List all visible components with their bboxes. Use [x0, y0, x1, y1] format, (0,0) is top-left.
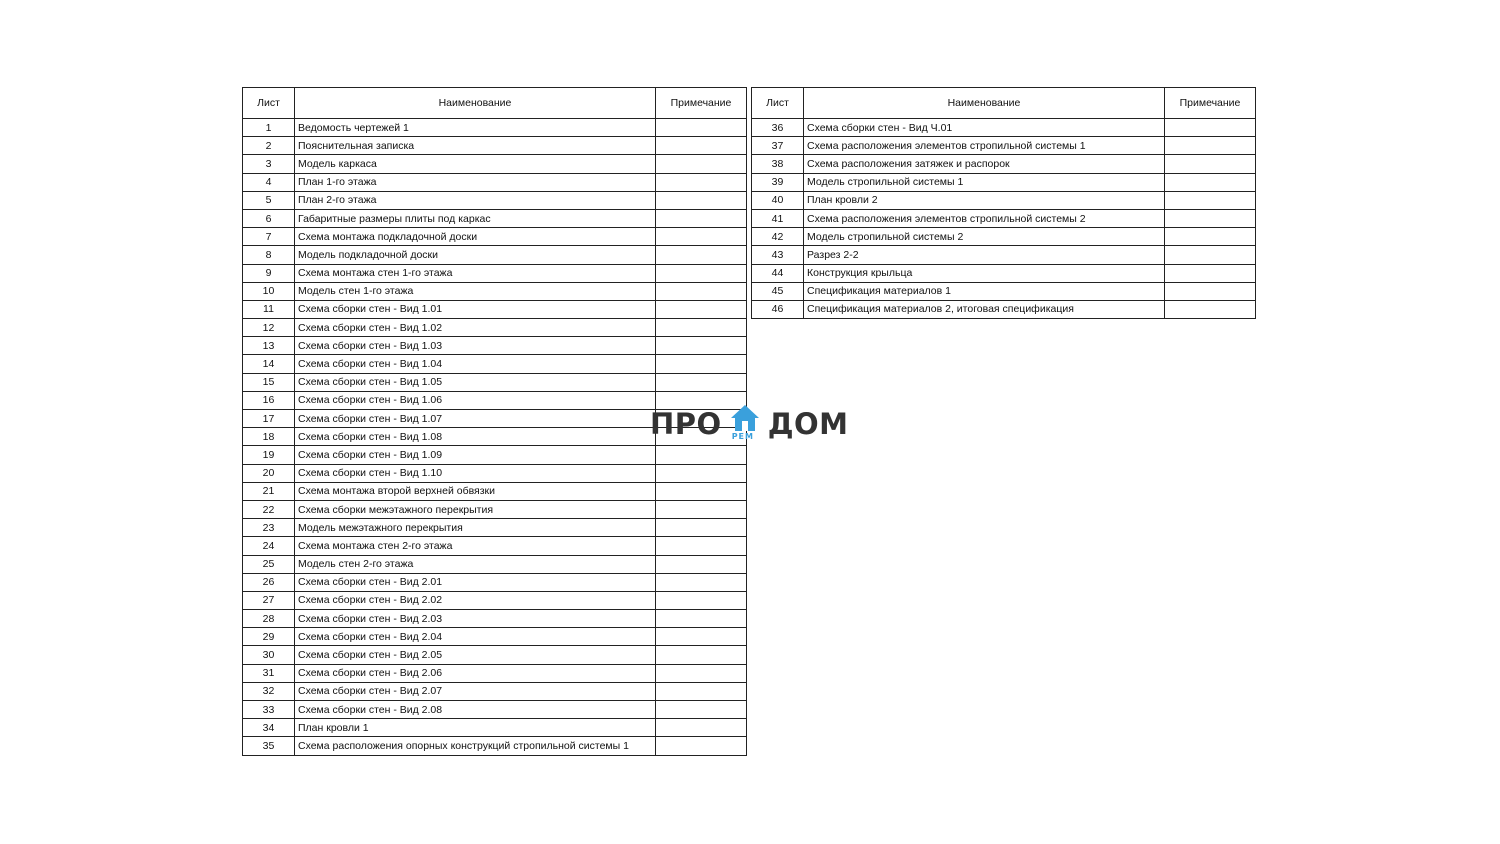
sheet-number-cell: 9	[243, 264, 295, 282]
note-cell	[656, 482, 747, 500]
sheet-name-cell: Схема сборки стен - Вид 1.02	[295, 319, 656, 337]
sheet-number-cell: 29	[243, 628, 295, 646]
sheet-number-cell: 6	[243, 209, 295, 227]
sheet-name-cell: Схема сборки стен - Вид 2.04	[295, 628, 656, 646]
table-row	[243, 264, 747, 282]
table-row	[243, 173, 747, 191]
note-cell	[656, 573, 747, 591]
sheet-number-cell: 26	[243, 573, 295, 591]
table-row	[243, 191, 747, 209]
note-cell	[656, 737, 747, 755]
note-cell	[656, 209, 747, 227]
sheet-number-cell: 39	[752, 173, 804, 191]
sheet-name-cell: Модель стен 2-го этажа	[295, 555, 656, 573]
sheet-number-cell: 28	[243, 610, 295, 628]
sheet-number-cell: 25	[243, 555, 295, 573]
sheet-name-cell: План 1-го этажа	[295, 173, 656, 191]
sheet-number-cell: 23	[243, 519, 295, 537]
sheet-number-cell: 42	[752, 228, 804, 246]
note-cell	[1165, 264, 1256, 282]
note-cell	[656, 319, 747, 337]
watermark-text-right: ДОМ	[767, 407, 849, 441]
sheet-name-cell: Спецификация материалов 1	[804, 282, 1165, 300]
note-cell	[656, 719, 747, 737]
note-cell	[656, 355, 747, 373]
sheet-name-cell: Модель стропильной системы 1	[804, 173, 1165, 191]
table-row	[243, 209, 747, 227]
sheet-number-cell: 43	[752, 246, 804, 264]
note-cell	[656, 173, 747, 191]
note-cell	[656, 228, 747, 246]
sheet-number-cell: 38	[752, 155, 804, 173]
note-cell	[656, 682, 747, 700]
table-row	[243, 319, 747, 337]
note-cell	[656, 646, 747, 664]
table-row	[243, 719, 747, 737]
watermark-subtext: РЕМ	[731, 432, 754, 441]
sheet-number-cell: 15	[243, 373, 295, 391]
sheet-name-cell: Модель стропильной системы 2	[804, 228, 1165, 246]
sheet-name-cell: Модель подкладочной доски	[295, 246, 656, 264]
table-row	[752, 282, 1256, 300]
sheet-number-cell: 4	[243, 173, 295, 191]
table-row	[243, 646, 747, 664]
sheet-name-cell: План кровли 2	[804, 191, 1165, 209]
header-name: Наименование	[295, 88, 656, 119]
sheet-number-cell: 46	[752, 300, 804, 318]
sheet-number-cell: 22	[243, 500, 295, 518]
note-cell	[1165, 173, 1256, 191]
sheet-name-cell: Пояснительная записка	[295, 137, 656, 155]
sheet-number-cell: 7	[243, 228, 295, 246]
sheet-number-cell: 35	[243, 737, 295, 755]
note-cell	[656, 155, 747, 173]
table-row	[243, 282, 747, 300]
sheet-number-cell: 34	[243, 719, 295, 737]
sheet-number-cell: 33	[243, 701, 295, 719]
sheet-number-cell: 40	[752, 191, 804, 209]
table-row	[752, 119, 1256, 137]
house-icon	[728, 402, 762, 446]
note-cell	[656, 610, 747, 628]
sheet-name-cell: Схема сборки стен - Вид 2.06	[295, 664, 656, 682]
table-row	[752, 228, 1256, 246]
note-cell	[1165, 209, 1256, 227]
sheet-name-cell: Модель межэтажного перекрытия	[295, 519, 656, 537]
sheet-name-cell: Модель стен 1-го этажа	[295, 282, 656, 300]
note-cell	[656, 701, 747, 719]
note-cell	[1165, 191, 1256, 209]
note-cell	[1165, 282, 1256, 300]
note-cell	[656, 191, 747, 209]
table-row	[752, 191, 1256, 209]
note-cell	[656, 300, 747, 318]
table-row	[243, 701, 747, 719]
table-row	[243, 446, 747, 464]
note-cell	[656, 628, 747, 646]
sheet-name-cell: Схема монтажа подкладочной доски	[295, 228, 656, 246]
table-row	[752, 209, 1256, 227]
sheet-number-cell: 10	[243, 282, 295, 300]
sheet-number-cell: 16	[243, 391, 295, 409]
table-row	[752, 246, 1256, 264]
table-row	[243, 610, 747, 628]
sheet-number-cell: 32	[243, 682, 295, 700]
header-name: Наименование	[804, 88, 1165, 119]
sheet-name-cell: Ведомость чертежей 1	[295, 119, 656, 137]
note-cell	[1165, 119, 1256, 137]
table-row	[243, 737, 747, 755]
header-note: Примечание	[1165, 88, 1256, 119]
note-cell	[656, 464, 747, 482]
sheet-name-cell: Схема сборки стен - Вид 1.09	[295, 446, 656, 464]
sheet-number-cell: 11	[243, 300, 295, 318]
note-cell	[1165, 246, 1256, 264]
sheet-number-cell: 17	[243, 410, 295, 428]
note-cell	[656, 446, 747, 464]
sheet-name-cell: План кровли 1	[295, 719, 656, 737]
sheet-number-cell: 37	[752, 137, 804, 155]
sheet-number-cell: 8	[243, 246, 295, 264]
table-row	[243, 682, 747, 700]
sheet-number-cell: 1	[243, 119, 295, 137]
sheet-number-cell: 44	[752, 264, 804, 282]
sheet-name-cell: Схема сборки стен - Вид 2.03	[295, 610, 656, 628]
note-cell	[656, 555, 747, 573]
watermark-logo	[650, 402, 849, 446]
header-sheet: Лист	[243, 88, 295, 119]
sheet-name-cell: План 2-го этажа	[295, 191, 656, 209]
table-row	[243, 355, 747, 373]
table-row	[752, 264, 1256, 282]
sheet-name-cell: Схема сборки межэтажного перекрытия	[295, 500, 656, 518]
note-cell	[656, 664, 747, 682]
sheet-number-cell: 21	[243, 482, 295, 500]
sheet-number-cell: 2	[243, 137, 295, 155]
table-row	[243, 573, 747, 591]
table-row	[752, 300, 1256, 318]
header-note: Примечание	[656, 88, 747, 119]
table-row	[243, 482, 747, 500]
note-cell	[656, 591, 747, 609]
sheet-number-cell: 45	[752, 282, 804, 300]
note-cell	[656, 282, 747, 300]
table-row	[243, 119, 747, 137]
header-sheet: Лист	[752, 88, 804, 119]
sheet-name-cell: Схема сборки стен - Вид 1.04	[295, 355, 656, 373]
table-row	[243, 519, 747, 537]
sheet-number-cell: 19	[243, 446, 295, 464]
sheet-name-cell: Схема сборки стен - Вид 1.05	[295, 373, 656, 391]
sheet-name-cell: Схема сборки стен - Вид 1.03	[295, 337, 656, 355]
note-cell	[1165, 300, 1256, 318]
sheet-name-cell: Схема расположения элементов стропильной системы 2	[804, 209, 1165, 227]
sheet-name-cell: Схема сборки стен - Вид 1.08	[295, 428, 656, 446]
table-row	[752, 173, 1256, 191]
note-cell	[656, 337, 747, 355]
sheet-name-cell: Схема сборки стен - Вид 2.01	[295, 573, 656, 591]
table-row	[243, 300, 747, 318]
table-row	[243, 337, 747, 355]
sheet-number-cell: 18	[243, 428, 295, 446]
sheet-name-cell: Модель каркаса	[295, 155, 656, 173]
table-row	[243, 555, 747, 573]
header-row	[752, 88, 1256, 119]
sheet-number-cell: 36	[752, 119, 804, 137]
table-row	[243, 137, 747, 155]
table-row	[243, 246, 747, 264]
sheet-number-cell: 12	[243, 319, 295, 337]
sheet-name-cell: Схема сборки стен - Вид Ч.01	[804, 119, 1165, 137]
note-cell	[656, 519, 747, 537]
note-cell	[656, 500, 747, 518]
sheet-number-cell: 30	[243, 646, 295, 664]
sheet-name-cell: Конструкция крыльца	[804, 264, 1165, 282]
sheet-number-cell: 14	[243, 355, 295, 373]
table-row	[243, 591, 747, 609]
sheet-name-cell: Схема расположения опорных конструкций стропильной системы 1	[295, 737, 656, 755]
note-cell	[656, 119, 747, 137]
sheet-name-cell: Схема расположения элементов стропильной системы 1	[804, 137, 1165, 155]
sheet-number-cell: 13	[243, 337, 295, 355]
table-row	[752, 155, 1256, 173]
sheet-name-cell: Спецификация материалов 2, итоговая спецификация	[804, 300, 1165, 318]
note-cell	[1165, 137, 1256, 155]
note-cell	[656, 137, 747, 155]
header-row	[243, 88, 747, 119]
table-row	[243, 537, 747, 555]
sheet-name-cell: Схема сборки стен - Вид 2.02	[295, 591, 656, 609]
sheet-name-cell: Схема сборки стен - Вид 2.07	[295, 682, 656, 700]
sheet-name-cell: Схема расположения затяжек и распорок	[804, 155, 1165, 173]
sheet-name-cell: Схема сборки стен - Вид 1.07	[295, 410, 656, 428]
sheet-number-cell: 27	[243, 591, 295, 609]
note-cell	[656, 373, 747, 391]
sheet-number-cell: 20	[243, 464, 295, 482]
sheet-number-cell: 31	[243, 664, 295, 682]
sheet-name-cell: Схема монтажа стен 2-го этажа	[295, 537, 656, 555]
note-cell	[656, 264, 747, 282]
table-row	[243, 500, 747, 518]
table-row	[243, 664, 747, 682]
table-row	[243, 464, 747, 482]
sheet-number-cell: 41	[752, 209, 804, 227]
sheet-name-cell: Разрез 2-2	[804, 246, 1165, 264]
table-row	[243, 155, 747, 173]
sheet-number-cell: 24	[243, 537, 295, 555]
note-cell	[656, 537, 747, 555]
table-row	[243, 373, 747, 391]
sheet-name-cell: Схема монтажа второй верхней обвязки	[295, 482, 656, 500]
sheet-name-cell: Габаритные размеры плиты под каркас	[295, 209, 656, 227]
sheet-number-cell: 3	[243, 155, 295, 173]
table-row	[243, 628, 747, 646]
sheet-name-cell: Схема сборки стен - Вид 1.01	[295, 300, 656, 318]
table-row	[752, 137, 1256, 155]
sheet-name-cell: Схема монтажа стен 1-го этажа	[295, 264, 656, 282]
note-cell	[1165, 228, 1256, 246]
sheet-name-cell: Схема сборки стен - Вид 2.05	[295, 646, 656, 664]
sheet-number-cell: 5	[243, 191, 295, 209]
sheet-name-cell: Схема сборки стен - Вид 2.08	[295, 701, 656, 719]
note-cell	[656, 246, 747, 264]
drawing-list-table-right	[751, 87, 1256, 319]
sheet-name-cell: Схема сборки стен - Вид 1.10	[295, 464, 656, 482]
table-row	[243, 228, 747, 246]
watermark-text-left: ПРО	[650, 407, 722, 441]
sheet-name-cell: Схема сборки стен - Вид 1.06	[295, 391, 656, 409]
note-cell	[1165, 155, 1256, 173]
